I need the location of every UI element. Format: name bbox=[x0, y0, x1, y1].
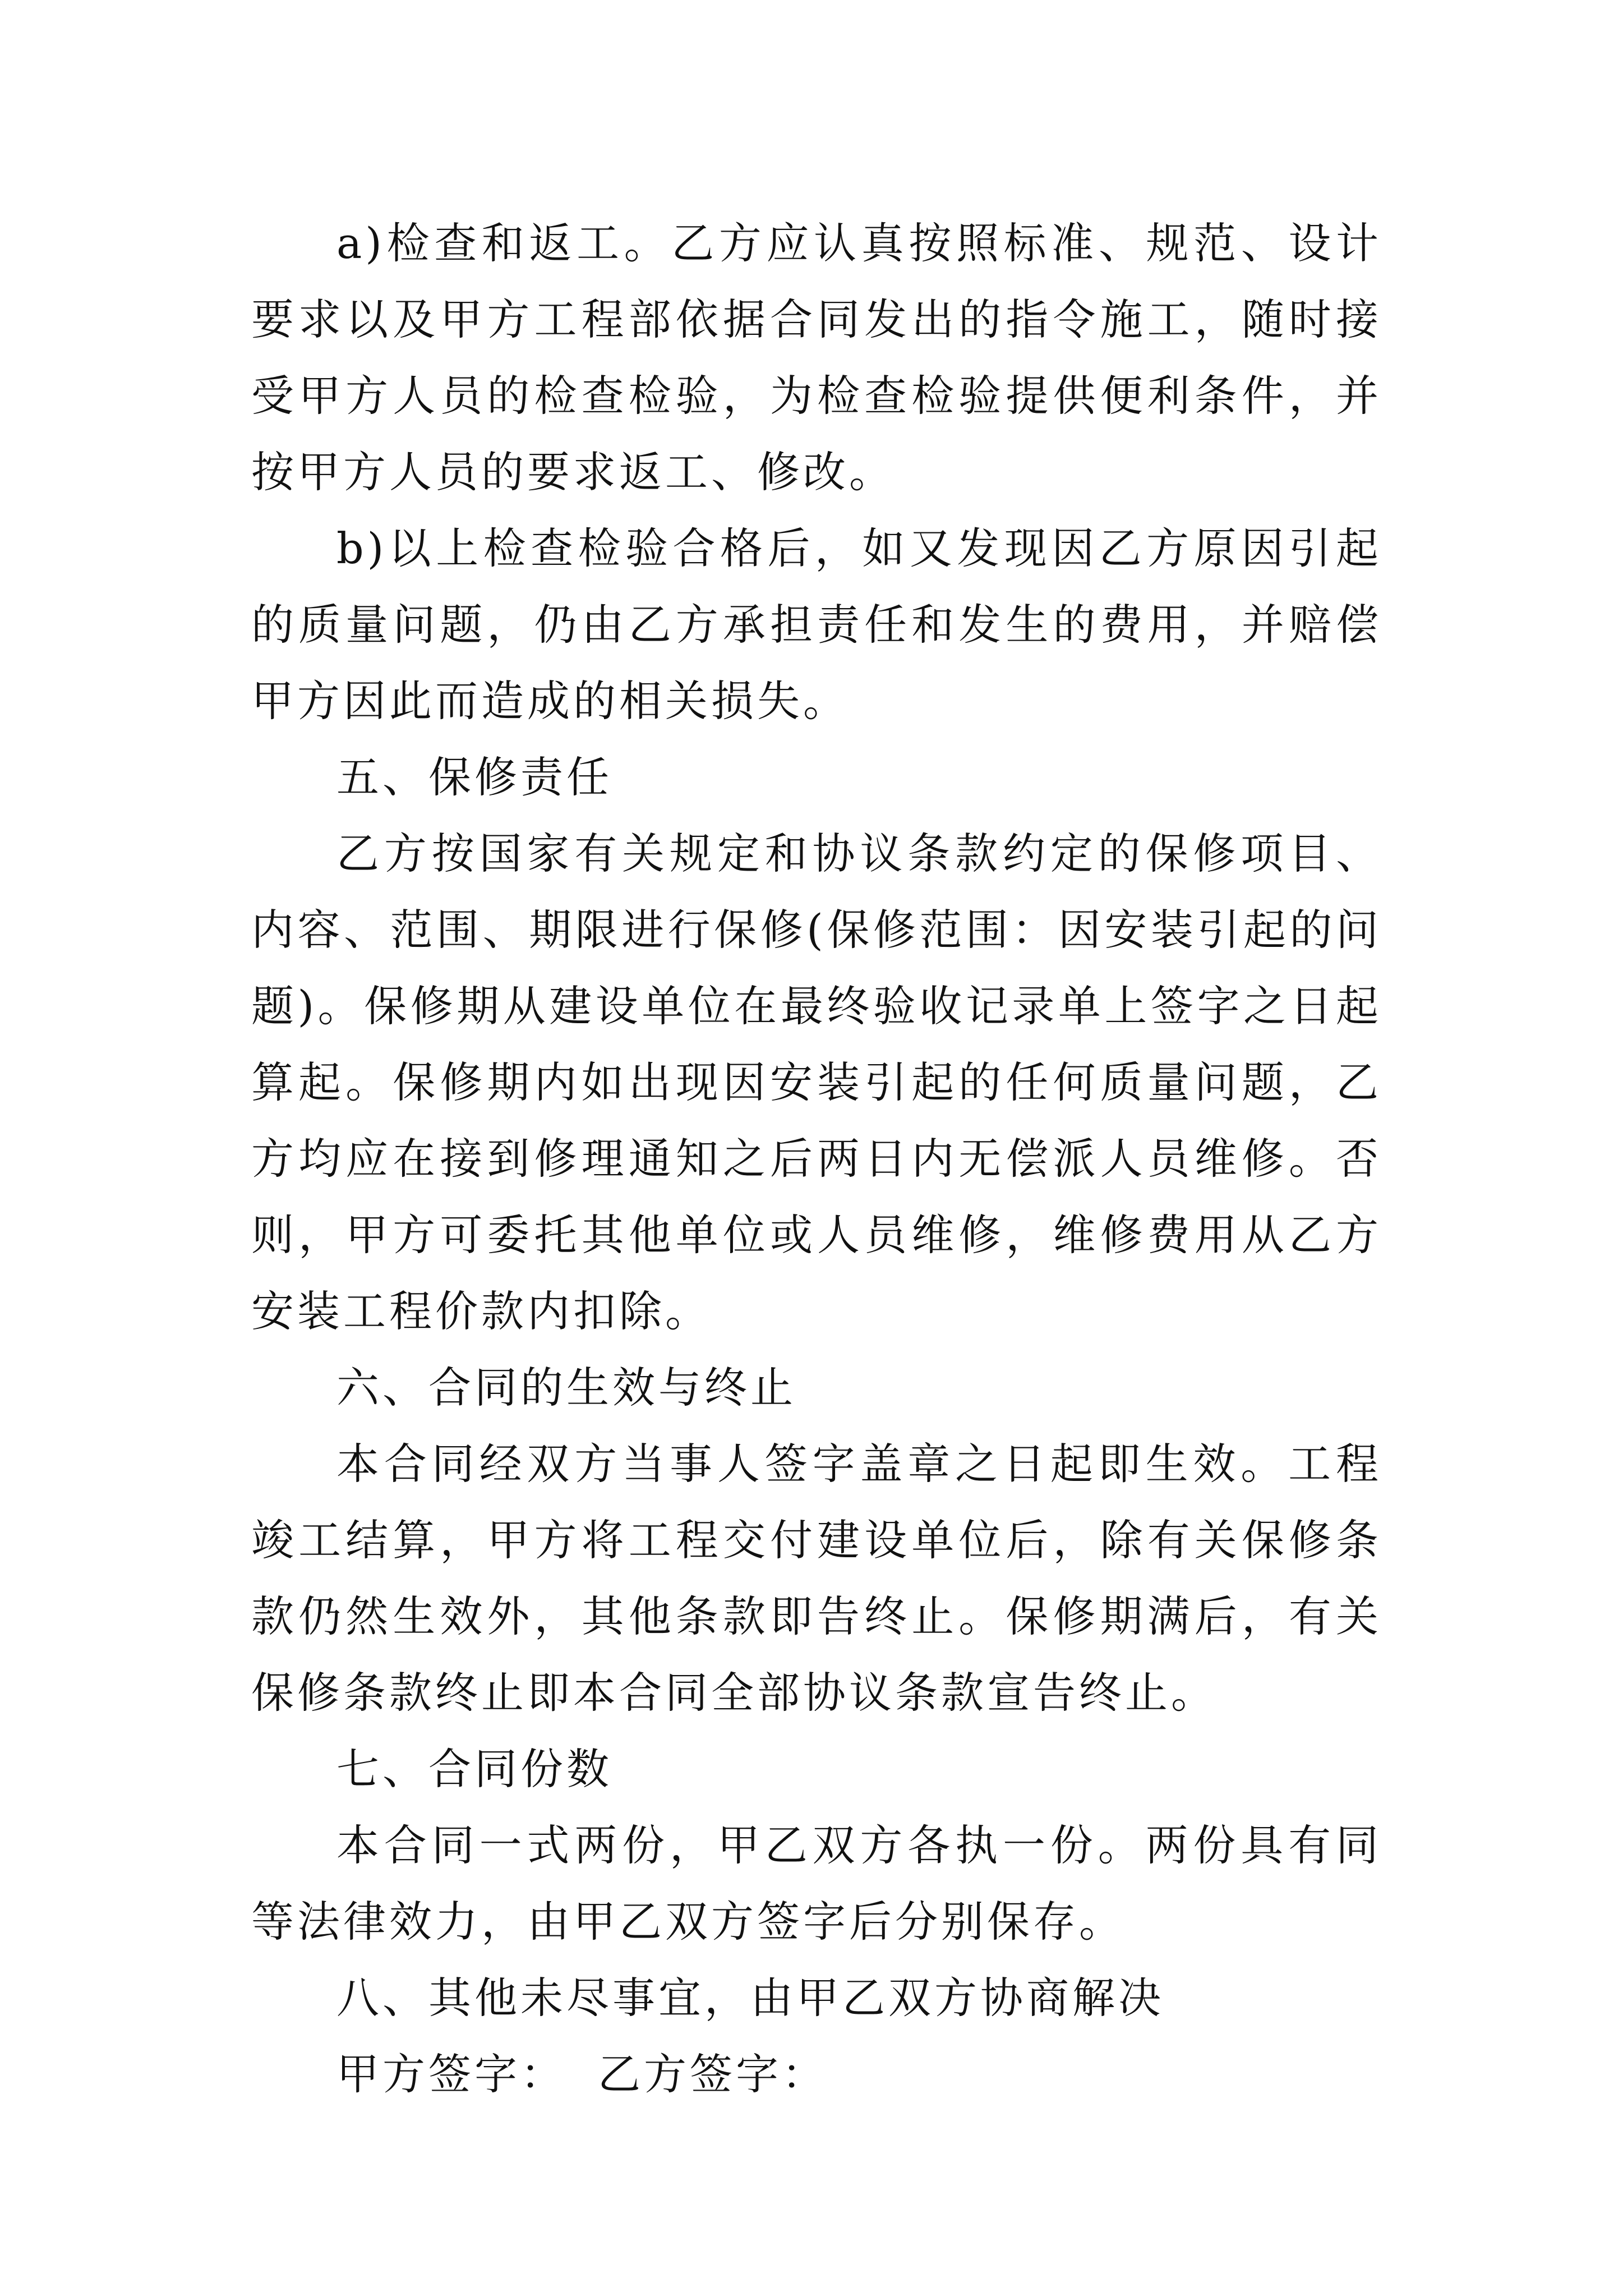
party-b-signature-label: 乙方签字： bbox=[598, 2049, 828, 2099]
item-b-paragraph: b)以上检查检验合格后，如又发现因乙方原因引起的质量问题，仍由乙方承担责任和发生的费用，并赔偿甲方因此而造成的相关损失。 bbox=[251, 523, 1382, 726]
section-6-body: 本合同经双方当事人签字盖章之日起即生效。工程竣工结算，甲方将工程交付建设单位后，除有关保修条款仍然生效外，其他条款即告终止。保修期满后，有关保修条款终止即本合同全部协议条款宣告终止。 bbox=[251, 1439, 1382, 1718]
party-a-signature-label: 甲方签字： bbox=[336, 2049, 566, 2099]
section-7-heading: 七、合同份数 bbox=[336, 1744, 612, 1794]
section-7-body: 本合同一式两份，甲乙双方各执一份。两份具有同等法律效力，由甲乙双方签字后分别保存。 bbox=[251, 1820, 1382, 1947]
section-5-body: 乙方按国家有关规定和协议条款约定的保修项目、内容、范围、期限进行保修(保修范围：因安装引起的问题)。保修期从建设单位在最终验收记录单上签字之日起算起。保修期内如出现因安装引起的任何质量问题，乙方均应在接到修理通知之后两日内无偿派人员维修。否则，甲方可委托其他单位或人员维修，维修费用从乙方安装工程价款内扣除。 bbox=[251, 829, 1382, 1336]
item-a-paragraph: a)检查和返工。乙方应认真按照标准、规范、设计要求以及甲方工程部依据合同发出的指令施工，随时接受甲方人员的检查检验，为检查检验提供便利条件，并按甲方人员的要求返工、修改。 bbox=[251, 218, 1382, 497]
signature-line bbox=[251, 2036, 1382, 2113]
section-5-heading: 五、保修责任 bbox=[336, 752, 612, 802]
section-8-heading: 八、其他未尽事宜，由甲乙双方协商解决 bbox=[336, 1973, 1164, 2023]
section-6-heading: 六、合同的生效与终止 bbox=[336, 1363, 796, 1412]
document-body bbox=[251, 205, 1382, 2113]
